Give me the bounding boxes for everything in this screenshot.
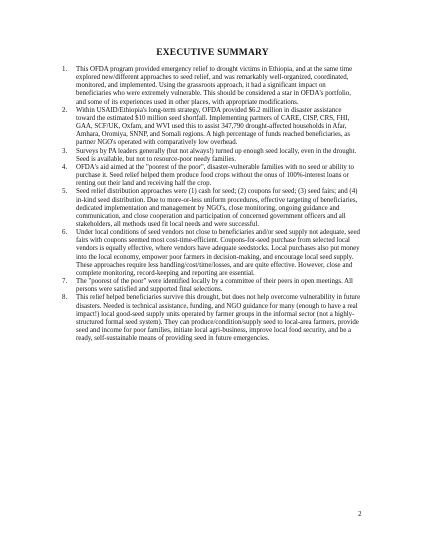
- item-text: Under local conditions of seed vendors not close to beneficiaries and/or seed supply not adequate, seed fairs with coupons seemed most cost-time-efficient. Coupons-for-seed purchase from selected local vendors is equally effective, where vendors have adequate seedstocks. Local purchases also put money into the local economy, empower poor farmers in decision-making, and encourage local seed supply. These approaches require less handling/cost/time/losses, and are quite effective. However, close and complete monitoring, record-keeping and reporting are essential.: [76, 229, 360, 277]
- item-number: 4.: [62, 163, 68, 171]
- item-text: OFDA's aid aimed at the "poorest of the poor", disaster-vulnerable families with no seed or ability to purchase it. Seed relief helped them produce food crops without the onus of 100%-interest loans or renting out their land and receiving half the crop.: [76, 163, 354, 188]
- list-item: [62, 294, 362, 343]
- list-item: [62, 107, 362, 148]
- item-text: Seed relief distribution approaches were (1) cash for seed; (2) coupons for seed; (3) seed fairs; and (4) in-kind seed distribution. Due to more-or-less uniform procedures, effective targeting of beneficiaries, dedicated implementation and management by NGO's, close monitoring, ongoing guidance and communication, and close cooperation and participation of concerned government officers and all stakeholders, all methods used fit local needs and were successful.: [76, 188, 358, 228]
- list-item: [62, 148, 362, 164]
- item-text: Within USAID/Ethiopia's long-term strategy, OFDA provided $6.2 million in disaster assistance toward the estimated $10 million seed shortfall. Implementing partners of CARE, CISP, CRS, FHI, GAA, SCF/UK, Oxfam, and WVI used this to assist 347,790 drought-affected households in Afar, Amhara, Oromiya, SNNP, and Somali regions. A high percentage of funds reached beneficiaries, as partner NGO's operated with comparatively low overhead.: [76, 106, 351, 147]
- item-text: This OFDA program provided emergency relief to drought victims in Ethiopia, and at the same time explored new/different approaches to seed relief, and was remarkably well-organized, coordinated, monitored, and implemented. Using the grassroots approach, it had a significant impact on beneficiaries who were extremely vulnerable. This should be considered a star in OFDA's portfolio, and some of its experiences used in other places, with appropriate modifications.: [76, 66, 353, 106]
- item-text: This relief helped beneficiaries survive this drought, but does not help overcome vulnerability in future disasters. Needed is technical assistance, funding, and NGO guidance for many (enough to have a real impact!) local good-seed supply units operated by farmer groups in the informal sector (not a highly-structured formal seed system). They can produce/condition/supply seed to local-area farmers, provide seed and income for poor families, initiate local agri-business, improve local food security, and be a ready, self-sustainable means of providing seed in future emergencies.: [76, 294, 361, 343]
- item-number: 3.: [62, 147, 68, 155]
- list-item: [62, 164, 362, 188]
- list-item: [62, 278, 362, 294]
- item-text: Surveys by PA leaders generally (but not always!) turned up enough seed locally, even in the drought. Seed is available, but not to resource-poor needy families.: [76, 147, 357, 163]
- item-number: 5.: [62, 188, 68, 196]
- list-item: [62, 229, 362, 278]
- list-item: [62, 66, 362, 107]
- item-text: The "poorest of the poor" were identified locally by a committee of their peers in open meetings. All persons were satisfied and supported final selections.: [76, 278, 353, 294]
- summary-list: [62, 66, 362, 343]
- item-number: 8.: [62, 294, 68, 302]
- page-number: 2: [358, 510, 362, 518]
- list-item: [62, 188, 362, 229]
- item-number: 7.: [62, 278, 68, 286]
- item-number: 6.: [62, 229, 68, 237]
- page-title: EXECUTIVE SUMMARY: [156, 48, 269, 58]
- item-number: 2.: [62, 106, 68, 114]
- item-number: 1.: [62, 66, 68, 73]
